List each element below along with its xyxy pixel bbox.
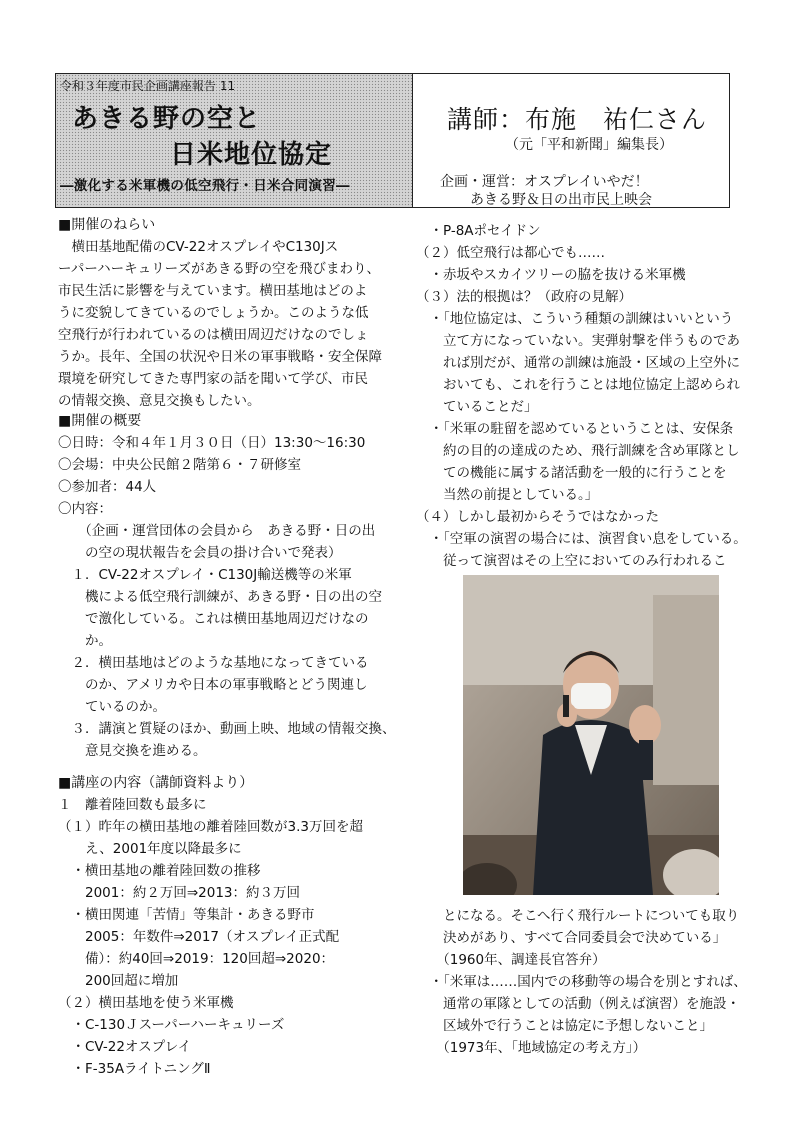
text-line: おいても、これを行うことは地位協定上認められ <box>416 377 740 393</box>
organizer-line-2: あきる野＆日の出市民上映会 <box>470 192 652 208</box>
text-line: 従って演習はその上空においてのみ行われるこ <box>416 553 727 569</box>
text-line: ・横田関連「苦情」等集計・あきる野市 <box>58 907 315 923</box>
text-line: か。 <box>58 633 112 649</box>
lecturer-name: 講師：布施 祐仁さん <box>447 105 708 134</box>
text-line: 通常の軍隊としての活動（例えば演習）を施設・ <box>416 996 740 1012</box>
text-line: れば別だが、通常の訓練は施設・区域の上空外に <box>416 355 740 371</box>
text-line: 意見交換を進める。 <box>58 743 207 759</box>
text-line: ・赤坂やスカイツリーの脇を抜ける米軍機 <box>416 267 686 283</box>
text-line: 備）：約40回⇒2019：120回超⇒2020： <box>58 951 335 967</box>
text-line: 機による低空飛行訓練が、あきる野・日の出の空 <box>58 589 382 605</box>
text-line: 〇内容： <box>58 501 112 517</box>
text-line: 当然の前提としている。」 <box>416 487 599 503</box>
text-line: 立て方になっていない。実弾射撃を伴うものであ <box>416 333 740 349</box>
text-line: ・横田基地の離着陸回数の推移 <box>58 863 261 879</box>
text-line: （1960年、調達長官答弁） <box>416 952 606 968</box>
text-line: で激化している。これは横田基地周辺だけなの <box>58 611 369 627</box>
text-line: 環境を研究してきた専門家の話を聞いて学び、市民 <box>58 371 368 387</box>
text-line: ての機能に属する諸活動を一般的に行うことを <box>416 465 727 481</box>
text-line: 約の目的の達成のため、飛行訓練を含め軍隊とし <box>416 443 740 459</box>
subtitle: ―激化する米軍機の低空飛行・日米合同演習― <box>60 178 350 194</box>
text-line: ・P-8Aポセイドン <box>416 223 541 239</box>
text-line: ・「米軍は……国内での移動等の場合を別とすれば、 <box>416 974 747 990</box>
text-line: ２．横田基地はどのような基地になってきている <box>58 655 369 671</box>
text-line: うに変貌してきているのでしょうか。このような低 <box>58 305 369 321</box>
text-line: 市民生活に影響を与えています。横田基地はどのよ <box>58 283 368 299</box>
text-line: １ 離着陸回数も最多に <box>58 797 207 813</box>
text-line: ていることだ」 <box>416 399 538 415</box>
text-line: １．CV-22オスプレイ・C130J輸送機等の米軍 <box>58 567 352 583</box>
text-line: の情報交換、意見交換もしたい。 <box>58 393 261 409</box>
text-line: 〇参加者：44人 <box>58 479 157 495</box>
text-line: （３）法的根拠は？（政府の見解） <box>416 289 632 305</box>
text-line: のか、アメリカや日本の軍事戦略とどう関連し <box>58 677 368 693</box>
text-line: （２）低空飛行は都心でも…… <box>416 245 605 261</box>
lecturer-title: （元「平和新聞」編集長） <box>505 137 673 153</box>
text-line: 区域外で行うことは協定に予想しないこと」 <box>416 1018 713 1034</box>
text-line: （４）しかし最初からそうではなかった <box>416 509 659 525</box>
text-line: （２）横田基地を使う米軍機 <box>58 995 234 1011</box>
text-line: ３．講演と質疑のほか、動画上映、地域の情報交換、 <box>58 721 396 737</box>
text-line: ・「空軍の演習の場合には、演習食い息をしている。 <box>416 531 747 547</box>
text-line: 空飛行が行われているのは横田周辺だけなのでしょ <box>58 327 369 343</box>
text-line: うか。長年、全国の状況や日米の軍事戦略・安全保障 <box>58 349 382 365</box>
section-heading-content: ■講座の内容（講師資料より） <box>58 775 254 791</box>
text-line: 2005：年数件⇒2017（オスプレイ正式配 <box>58 929 340 945</box>
series-label: 令和３年度市民企画講座報告 11 <box>60 79 236 93</box>
speaker-photo-image <box>463 575 719 895</box>
text-line: 〇会場：中央公民館２階第６・７研修室 <box>58 457 301 473</box>
text-line: 〇日時：令和４年１月３０日（日）13:30～16:30 <box>58 435 366 451</box>
text-line: ・「米軍の駐留を認めているということは、安保条 <box>416 421 734 437</box>
lecture-photo <box>463 575 719 895</box>
text-line: ・CV-22オスプレイ <box>58 1039 192 1055</box>
text-line: 200回超に増加 <box>58 973 179 989</box>
text-line: （1973年、「地域協定の考え方」） <box>416 1040 647 1056</box>
text-line: ・F-35AライトニングⅡ <box>58 1061 211 1077</box>
organizer-line-1: 企画・運営：オスプレイいやだ！ <box>440 174 649 190</box>
text-line: とになる。そこへ行く飛行ルートについても取り <box>416 908 740 924</box>
text-line: の空の現状報告を会員の掛け合いで発表） <box>58 545 342 561</box>
section-heading-aim: ■開催のねらい <box>58 217 156 233</box>
text-line: 横田基地配備のCV-22オスプレイやC130Jス <box>58 239 339 255</box>
title-line-1: あきる野の空と <box>72 104 262 134</box>
title-line-2: 日米地位協定 <box>170 140 333 170</box>
text-line: ているのか。 <box>58 699 166 715</box>
text-line: （１）昨年の横田基地の離着陸回数が3.3万回を超 <box>58 819 363 835</box>
text-line: 決めがあり、すべて合同委員会で決めている」 <box>416 930 727 946</box>
section-heading-overview: ■開催の概要 <box>58 413 142 429</box>
text-line: 2001：約２万回⇒2013：約３万回 <box>58 885 301 901</box>
text-line: ーパーハーキュリーズがあきる野の空を飛びまわり、 <box>58 261 380 277</box>
text-line: え、2001年度以降最多に <box>58 841 242 857</box>
text-line: ・「地位協定は、こういう種類の訓練はいいという <box>416 311 734 327</box>
text-line: （企画・運営団体の会員から あきる野・日の出 <box>58 523 376 539</box>
text-line: ・C-130Ｊスーパーハーキュリーズ <box>58 1017 285 1033</box>
